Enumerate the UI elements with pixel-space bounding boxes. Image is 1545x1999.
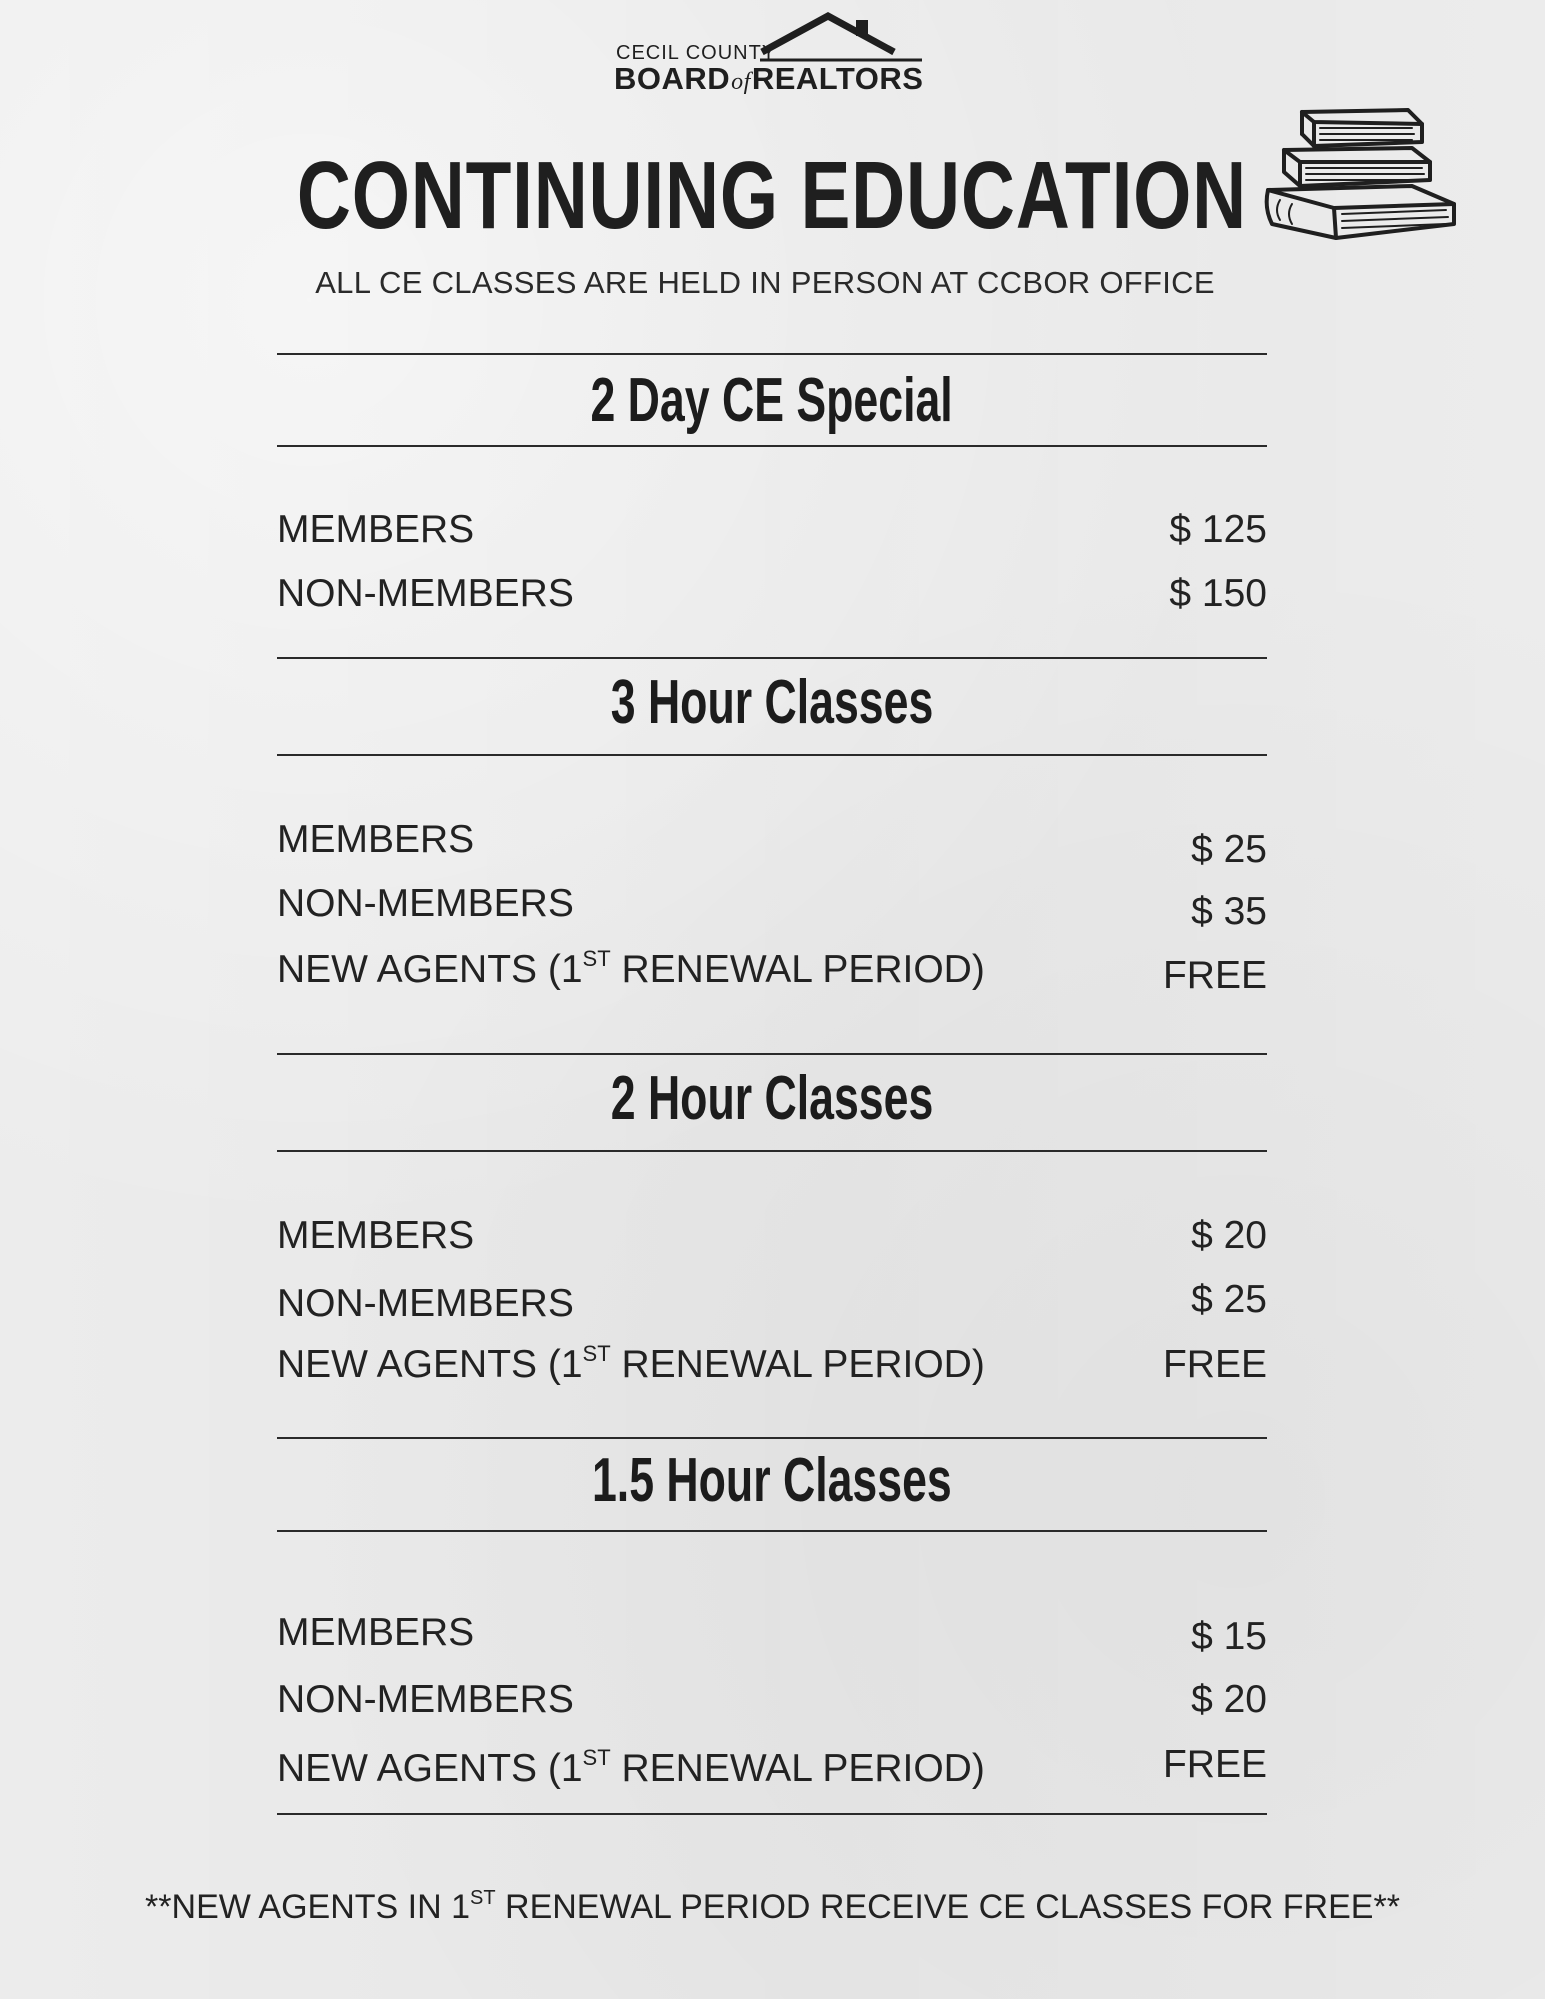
logo-realtors: REALTORS [751, 61, 924, 96]
row-price-new-agents: FREE [1162, 1743, 1267, 1786]
row-label-non-members: NON-MEMBERS [277, 1282, 574, 1325]
logo-board-text [614, 61, 923, 97]
page-title: CONTINUING EDUCATION [296, 142, 1248, 249]
row-label-members: MEMBERS [277, 1611, 475, 1654]
row-price-members: $ 20 [1191, 1214, 1267, 1257]
ccbor-logo [612, 12, 942, 98]
divider [277, 1530, 1267, 1532]
row-label-non-members: NON-MEMBERS [277, 882, 574, 925]
section-heading-2-day: 2 Day CE Special [590, 366, 954, 435]
row-label-members: MEMBERS [277, 508, 475, 551]
row-label-non-members: NON-MEMBERS [277, 572, 574, 615]
logo-of: of [731, 69, 751, 95]
row-price-members: $ 125 [1169, 508, 1267, 551]
section-heading-1-5-hour: 1.5 Hour Classes [592, 1446, 952, 1515]
footnote: **NEW AGENTS IN 1ST RENEWAL PERIOD RECEIVE CE CLASSES FOR FREE** [145, 1887, 1400, 1926]
divider [277, 754, 1267, 756]
row-label-new-agents: NEW AGENTS (1ST RENEWAL PERIOD) [277, 946, 985, 991]
divider [277, 1437, 1267, 1439]
page-subtitle: ALL CE CLASSES ARE HELD IN PERSON AT CCBOR OFFICE [315, 265, 1215, 300]
row-label-members: MEMBERS [277, 818, 475, 861]
row-label-non-members: NON-MEMBERS [277, 1678, 574, 1721]
row-label-members: MEMBERS [277, 1214, 475, 1257]
divider [277, 657, 1267, 659]
row-label-new-agents: NEW AGENTS (1ST RENEWAL PERIOD) [277, 1745, 985, 1790]
logo-board: BOARD [614, 61, 731, 96]
row-price-non-members: $ 35 [1191, 890, 1267, 933]
row-price-members: $ 15 [1191, 1615, 1267, 1658]
divider [277, 1813, 1267, 1815]
row-price-non-members: $ 20 [1191, 1678, 1267, 1721]
books-icon [1262, 96, 1462, 246]
row-price-non-members: $ 25 [1191, 1278, 1267, 1321]
row-price-new-agents: FREE [1162, 1343, 1267, 1386]
section-heading-3-hour: 3 Hour Classes [610, 668, 934, 737]
row-label-new-agents: NEW AGENTS (1ST RENEWAL PERIOD) [277, 1341, 985, 1386]
row-price-new-agents: FREE [1162, 954, 1267, 997]
section-heading-2-hour: 2 Hour Classes [610, 1064, 934, 1133]
divider [277, 353, 1267, 355]
row-price-non-members: $ 150 [1169, 572, 1267, 615]
row-price-members: $ 25 [1191, 828, 1267, 871]
divider [277, 1150, 1267, 1152]
logo-county-text: CECIL COUNTY [616, 42, 777, 64]
divider [277, 1053, 1267, 1055]
divider [277, 445, 1267, 447]
